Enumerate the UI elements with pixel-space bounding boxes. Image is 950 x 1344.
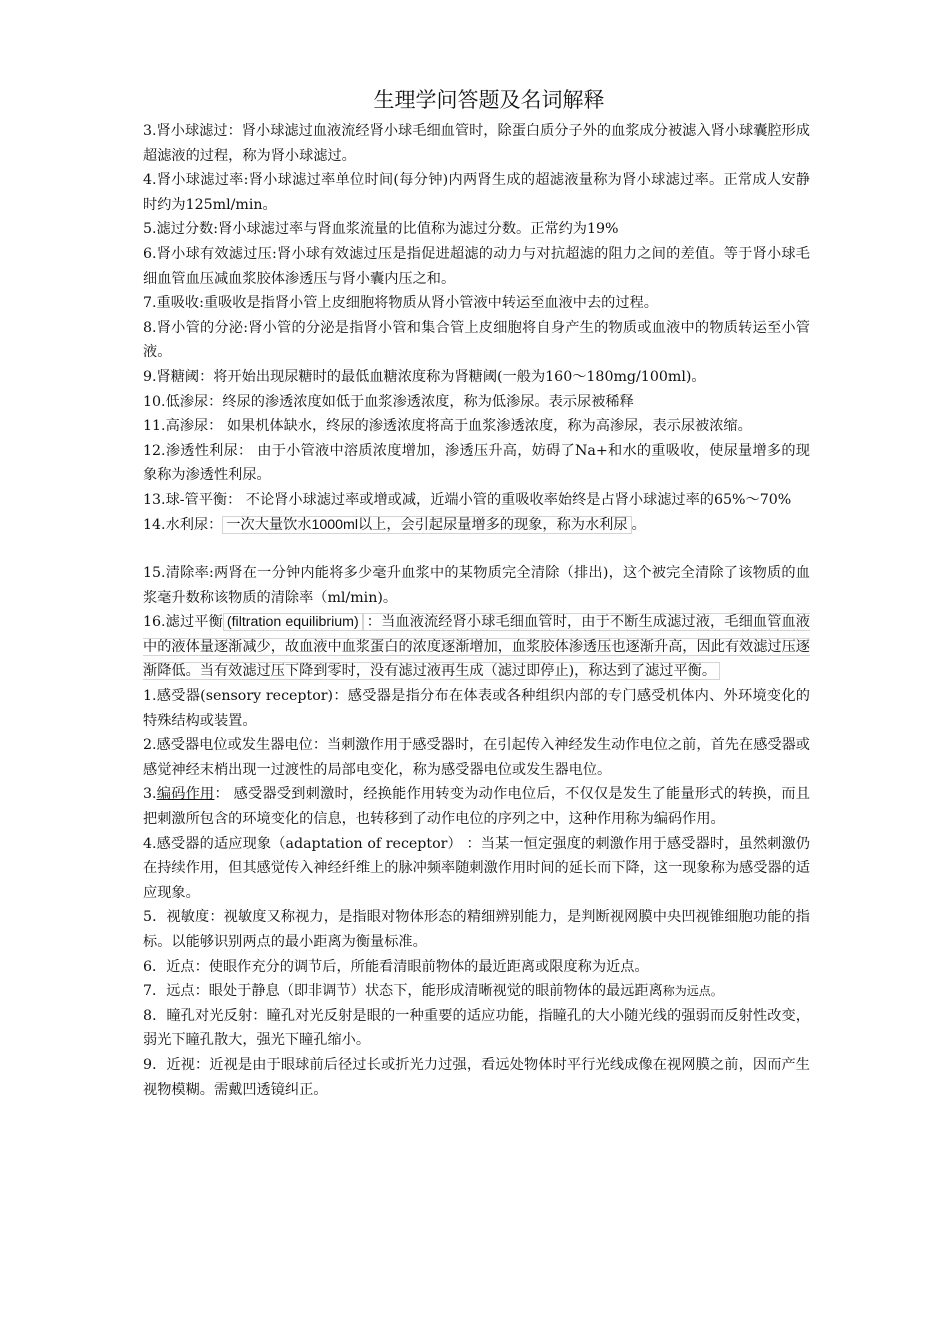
entry-filtration-equilibrium: [143, 610, 810, 684]
entry-renal-glucose-threshold: 9.肾糖阈：将开始出现尿糖时的最低血糖浓度称为肾糖阈(一般为160～180mg/100ml)。: [143, 368, 706, 385]
entry-water-diuresis-boxed: 一次大量饮水1000ml以上，会引起尿量增多的现象，称为水利尿: [222, 516, 631, 534]
entry-myopia: 9．近视：近视是由于眼球前后径过长或折光力过强，看远处物体时平行光线成像在视网膜之前，因而产生视物模糊。需戴凹透镜纠正。: [143, 1056, 810, 1098]
entry-glomerulotubular-balance: 13.球-管平衡： 不论肾小球滤过率或增或减，近端小管的重吸收率始终是占肾小球滤过率的65%～70%: [143, 491, 792, 508]
entry-glomerular-filtration: 3.肾小球滤过：肾小球滤过血液流经肾小球毛细血管时，除蛋白质分子外的血浆成分被滤入肾小球囊腔形成超滤液的过程，称为肾小球滤过。: [143, 123, 810, 164]
entry-far-point-main: 7．远点：眼处于静息（即非调节）状态下，能形成清晰视觉的眼前物体的最远距离: [143, 983, 663, 1000]
entry-visual-acuity: 5．视敏度：视敏度又称视力，是指眼对物体形态的精细辨别能力，是判断视网膜中央凹视锥细胞功能的指标。以能够识别两点的最小距离为衡量标准。: [143, 909, 810, 950]
entry-far-point: [143, 979, 810, 1004]
document-title: 生理学问答题及名词解释: [373, 88, 605, 112]
entry-sensory-receptor: 1.感受器(sensory receptor)：感受器是指分布在体表或各种组织内部的专门感受机体内、外环境变化的特殊结构或装置。: [143, 688, 810, 729]
entry-water-diuresis: [143, 513, 810, 538]
document-body: [143, 119, 810, 1102]
paragraph-gap: [143, 537, 810, 561]
entry-hypotonic-urine: 10.低渗尿：终尿的渗透浓度如低于血浆渗透浓度，称为低渗尿。表示尿被稀释: [143, 393, 634, 410]
entry-tubular-secretion: 8.肾小管的分泌:肾小管的分泌是指肾小管和集合管上皮细胞将自身产生的物质或血液中的物质转运至小管液。: [143, 319, 810, 361]
entry-coding-text: ： 感受器受到刺激时，经换能作用转变为动作电位后，不仅仅是发生了能量形式的转换，而且把刺激所包含的环境变化的信息，也转移到了动作电位的序列之中，这种作用称为编码作用。: [143, 786, 810, 828]
entry-filtration-fraction: 5.滤过分数:肾小球滤过率与肾血浆流量的比值称为滤过分数。正常约为19%: [143, 221, 619, 238]
entry-coding-number: 3.: [143, 786, 157, 803]
entry-receptor-potential: 2.感受器电位或发生器电位：当刺激作用于感受器时，在引起传入神经发生动作电位之前，首先在感受器或感觉神经末梢出现一过渡性的局部电变化，称为感受器电位或发生器电位。: [143, 737, 810, 778]
entry-reabsorption: 7.重吸收:重吸收是指肾小管上皮细胞将物质从肾小管液中转运至血液中去的过程。: [143, 295, 658, 312]
entry-coding-term: 编码作用: [156, 786, 215, 803]
entry-water-diuresis-label: 14.水利尿：: [143, 516, 223, 533]
entry-effective-filtration-pressure: 6.肾小球有效滤过压:肾小球有效滤过压是指促进超滤的动力与对抗超滤的阻力之间的差值。等于肾小球毛细血管血压减血浆胶体渗透压与肾小囊内压之和。: [143, 245, 810, 287]
entry-filtration-equilibrium-text: ：当血液流经肾小球毛细血管时，由于不断生成滤过液，毛细血管血液中的液体量逐渐减少，故血液中血浆蛋白的浓度逐渐增加，血浆胶体渗透压也逐渐升高，因此有效滤过压逐渐降低。当有效滤过压下降到零时，没有滤过液再生成（滤过即停止)，称达到了滤过平衡。: [143, 614, 810, 680]
entry-near-point: 6．近点：使眼作充分的调节后，所能看清眼前物体的最近距离或限度称为近点。: [143, 958, 649, 975]
entry-coding: [143, 782, 810, 831]
entry-osmotic-diuresis: 12.渗透性利尿： 由于小管液中溶质浓度增加，渗透压升高，妨碍了Na+和水的重吸收，使尿量增多的现象称为渗透性利尿。: [143, 442, 810, 484]
entry-filtration-equilibrium-label: 16.滤过平衡: [143, 614, 223, 631]
entry-hypertonic-urine: 11.高渗尿： 如果机体缺水，终尿的渗透浓度将高于血浆渗透浓度，称为高渗尿，表示尿被浓缩。: [143, 418, 752, 435]
entry-gfr: 4.肾小球滤过率:肾小球滤过率单位时间(每分钟)内两肾生成的超滤液量称为肾小球滤过率。正常成人安静时约为125ml/min。: [143, 172, 810, 213]
entry-water-diuresis-tail: 。: [631, 516, 646, 533]
entry-pupillary-light-reflex: 8．瞳孔对光反射：瞳孔对光反射是眼的一种重要的适应功能，指瞳孔的大小随光线的强弱而反射性改变，弱光下瞳孔散大，强光下瞳孔缩小。: [143, 1007, 810, 1049]
entry-receptor-adaptation: 4.感受器的适应现象（adaptation of receptor） ：当某一恒定强度的刺激作用于感受器时，虽然刺激仍在持续作用，但其感觉传入神经纤维上的脉冲频率随刺激作用时间的延长而下降，这一现象称为感受器的适应现象。: [143, 835, 810, 901]
entry-clearance: 15.清除率:两肾在一分钟内能将多少毫升血浆中的某物质完全清除（排出)，这个被完全清除了该物质的血浆毫升数称该物质的清除率（ml/min)。: [143, 565, 810, 606]
entry-filtration-equilibrium-term: (filtration equilibrium): [223, 613, 363, 631]
entry-far-point-small: 称为远点。: [662, 984, 723, 999]
